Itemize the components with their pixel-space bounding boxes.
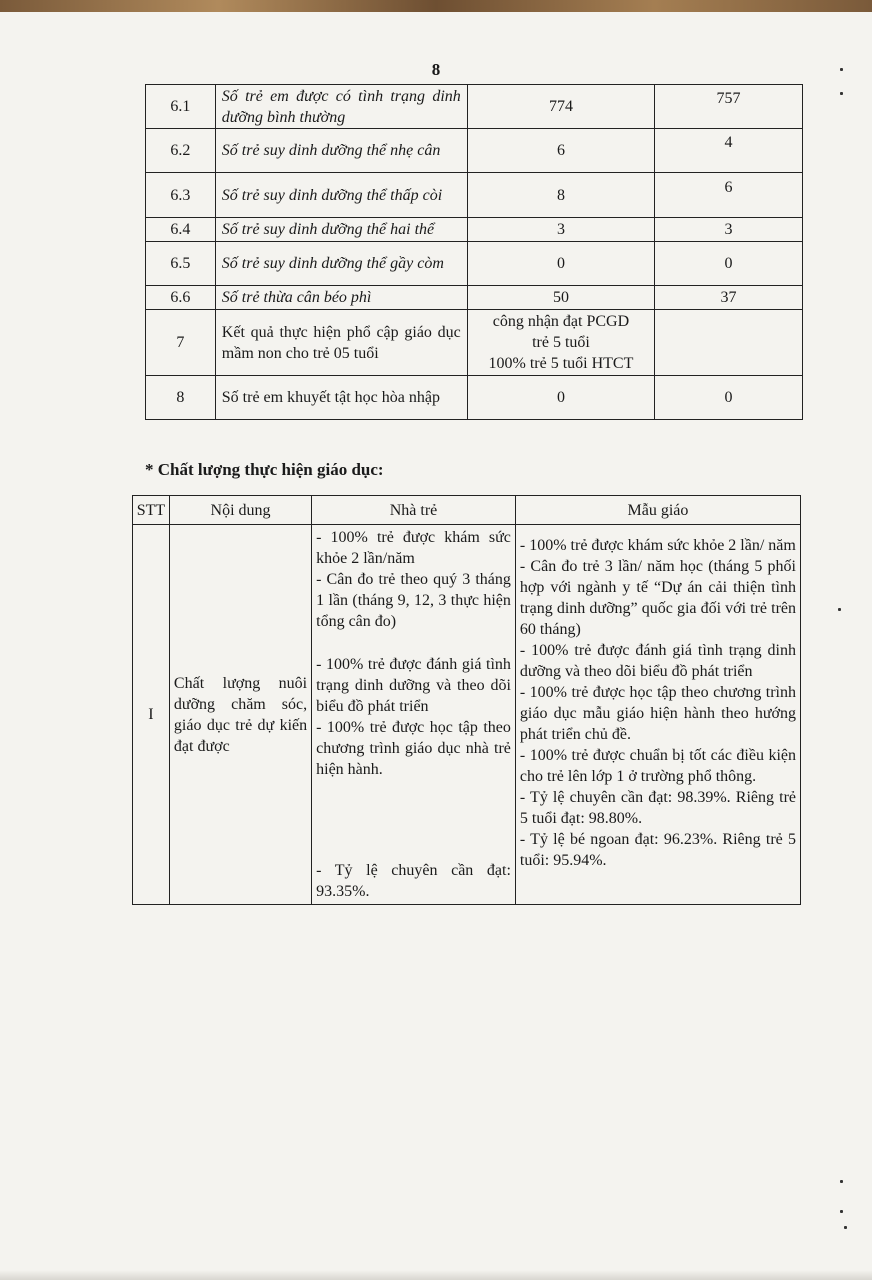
bullet-item: - Cân đo trẻ 3 lần/ năm học (tháng 5 phối hợp với ngành y tế “Dự án cải thiện tình trạng dinh dưỡng” quốc gia đối với trẻ trên 60 tháng)	[519, 558, 796, 638]
header-content: Nội dung	[169, 496, 311, 525]
mau-giao-value: 0	[655, 376, 803, 420]
table-row	[146, 376, 803, 420]
nha-tre-value: 3	[467, 218, 654, 242]
nha-tre-value: 0	[467, 376, 654, 420]
row-number: 6.4	[146, 218, 216, 242]
mau-giao-cell	[515, 525, 800, 905]
margin-mark	[840, 1180, 843, 1183]
table-row	[146, 85, 803, 129]
mau-giao-value: 4	[724, 134, 733, 151]
row-number: 6.1	[146, 85, 216, 129]
education-quality-table	[132, 495, 801, 905]
table-row	[146, 242, 803, 286]
row-description: Số trẻ suy dinh dưỡng thể nhẹ cân	[215, 129, 467, 173]
row-description: Số trẻ suy dinh dưỡng thể thấp còi	[215, 173, 467, 218]
nha-tre-value: 50	[467, 286, 654, 310]
photo-bottom-edge	[0, 1270, 872, 1280]
table-row	[146, 218, 803, 242]
bullet-item: - Tỷ lệ chuyên cần đạt: 98.39%. Riêng trẻ 5 tuổi đạt: 98.80%.	[519, 789, 796, 827]
row-description: Số trẻ thừa cân béo phì	[215, 286, 467, 310]
margin-mark	[840, 92, 843, 95]
bullet-item: - 100% trẻ được đánh giá tình trạng dinh dưỡng và theo dõi biểu đồ phát triển	[519, 642, 796, 680]
mau-giao-value: 37	[655, 286, 803, 310]
value-line: công nhận đạt PCGD	[492, 313, 630, 330]
header-row	[133, 496, 801, 525]
bullet-item: - Tỷ lệ bé ngoan đạt: 96.23%. Riêng trẻ 5 tuổi: 95.94%.	[519, 831, 796, 869]
table-row	[146, 310, 803, 376]
value-line: 100% trẻ 5 tuổi HTCT	[488, 355, 634, 372]
mau-giao-value: 0	[655, 242, 803, 286]
nutrition-stats-table	[145, 84, 803, 420]
row-number: 8	[146, 376, 216, 420]
bullet-item: - 100% trẻ được khám sức khỏe 2 lần/năm	[316, 529, 511, 567]
table-row	[146, 129, 803, 173]
bullet-item: - Cân đo trẻ theo quý 3 tháng 1 lần (tháng 9, 12, 3 thực hiện tổng cân đo)	[316, 571, 511, 630]
table-row	[146, 286, 803, 310]
photo-top-edge	[0, 0, 872, 12]
row-number: 6.3	[146, 173, 216, 218]
header-stt: STT	[133, 496, 170, 525]
margin-mark	[838, 608, 841, 611]
bullet-item: - 100% trẻ được học tập theo chương trình giáo dục nhà trẻ hiện hành.	[316, 719, 511, 778]
row-description: Số trẻ em khuyết tật học hòa nhập	[215, 376, 467, 420]
section-heading: * Chất lượng thực hiện giáo dục:	[145, 460, 384, 479]
row-stt: I	[133, 525, 170, 905]
row-description: Kết quả thực hiện phổ cập giáo dục mầm non cho trẻ 05 tuổi	[215, 310, 467, 376]
margin-mark	[840, 68, 843, 71]
bullet-item: - 100% trẻ được đánh giá tình trạng dinh dưỡng và theo dõi biểu đồ phát triển	[316, 656, 511, 715]
page-number: 8	[431, 60, 441, 79]
row-description: Số trẻ suy dinh dưỡng thể gầy còm	[215, 242, 467, 286]
bullet-item: - 100% trẻ được khám sức khỏe 2 lần/ năm	[519, 537, 796, 554]
row-number: 7	[146, 310, 216, 376]
nha-tre-value: 8	[467, 173, 654, 218]
row-number: 6.2	[146, 129, 216, 173]
value-line: trẻ 5 tuổi	[532, 334, 590, 351]
bullet-item: - 100% trẻ được chuẩn bị tốt các điều kiện cho trẻ lên lớp 1 ở trường phổ thông.	[519, 747, 796, 785]
mau-giao-value: 757	[716, 90, 741, 107]
header-mau-giao: Mẫu giáo	[515, 496, 800, 525]
nha-tre-value	[467, 310, 654, 376]
mau-giao-value: 3	[655, 218, 803, 242]
nha-tre-value: 6	[467, 129, 654, 173]
header-nha-tre: Nhà trẻ	[312, 496, 516, 525]
row-description: Số trẻ suy dinh dưỡng thể hai thể	[215, 218, 467, 242]
margin-mark	[840, 1210, 843, 1213]
nha-tre-cell	[312, 525, 516, 905]
table-row	[133, 525, 801, 905]
mau-giao-value	[655, 310, 803, 376]
row-content: Chất lượng nuôi dưỡng chăm sóc, giáo dục trẻ dự kiến đạt được	[169, 525, 311, 905]
mau-giao-value: 6	[724, 178, 733, 196]
row-number: 6.5	[146, 242, 216, 286]
margin-mark	[844, 1226, 847, 1229]
row-description: Số trẻ em được có tình trạng dinh dưỡng bình thường	[215, 85, 467, 129]
table-row	[146, 173, 803, 218]
row-number: 6.6	[146, 286, 216, 310]
bullet-item: - Tỷ lệ chuyên cần đạt: 93.35%.	[316, 862, 511, 900]
nha-tre-value: 0	[467, 242, 654, 286]
bullet-item: - 100% trẻ được học tập theo chương trình giáo dục mẫu giáo hiện hành theo hướng phát triển chủ đề.	[519, 684, 796, 743]
nha-tre-value: 774	[467, 85, 654, 129]
